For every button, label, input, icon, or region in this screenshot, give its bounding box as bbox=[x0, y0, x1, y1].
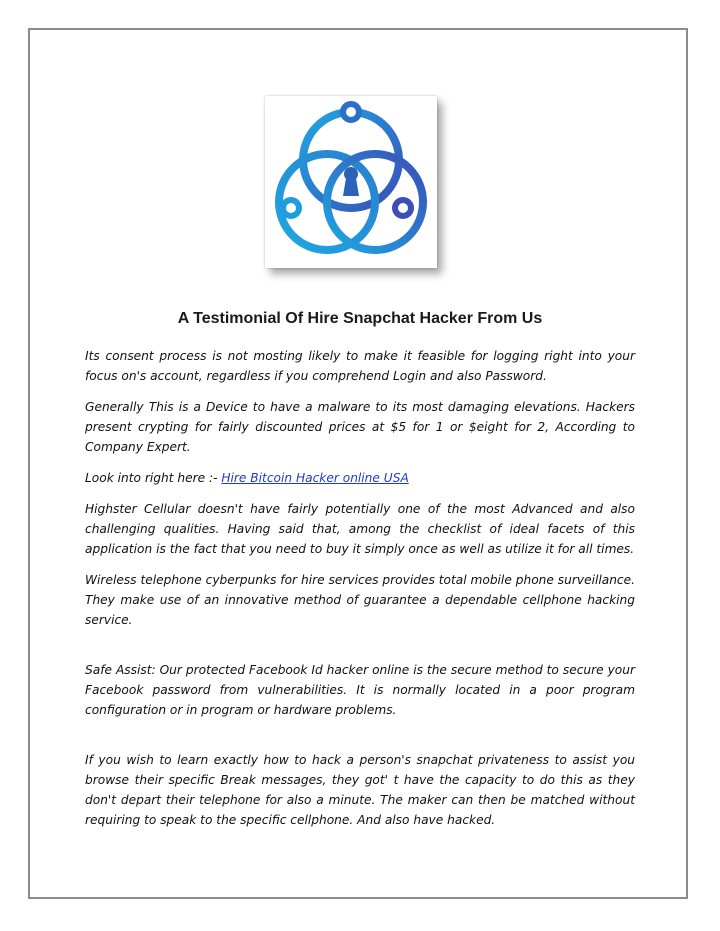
hire-bitcoin-hacker-link[interactable]: Hire Bitcoin Hacker online USA bbox=[221, 471, 409, 485]
paragraph: If you wish to learn exactly how to hack a person's snapchat privateness to assist you browse their specific Break messages, they got' t have the capacity to do this as they don't depart their telephone for also a minute. The maker can then be matched without requiring to speak to the specific cellphone. And also have hacked. bbox=[85, 753, 635, 827]
paragraph-link-line bbox=[85, 468, 635, 488]
logo bbox=[265, 96, 437, 268]
paragraph: Wireless telephone cyberpunks for hire services provides total mobile phone surveillance. They make use of an innovative method of guarantee a dependable cellphone hacking service. bbox=[85, 573, 635, 627]
article-body bbox=[85, 346, 635, 841]
paragraph: Its consent process is not mosting likely to make it feasible for logging right into your focus on's account, regardless if you comprehend Login and also Password. bbox=[85, 349, 635, 383]
triquetra-keyhole-logo-icon bbox=[265, 96, 437, 268]
paragraph: Highster Cellular doesn't have fairly potentially one of the most Advanced and also challenging qualities. Having said that, among the checklist of ideal facets of this application is the fact that you need to buy it simply once as well as utilize it for all times. bbox=[85, 502, 635, 556]
paragraph: Safe Assist: Our protected Facebook Id hacker online is the secure method to secure your Facebook password from vulnerabilities. It is normally located in a poor program configuration or in program or hardware problems. bbox=[85, 663, 635, 717]
paragraph: Generally This is a Device to have a malware to its most damaging elevations. Hackers present crypting for fairly discounted prices at $5 for 1 or $eight for 2, According to Company Expert. bbox=[85, 400, 635, 454]
page-title: A Testimonial Of Hire Snapchat Hacker From Us bbox=[177, 310, 543, 327]
link-prefix: Look into right here :- bbox=[85, 471, 222, 485]
